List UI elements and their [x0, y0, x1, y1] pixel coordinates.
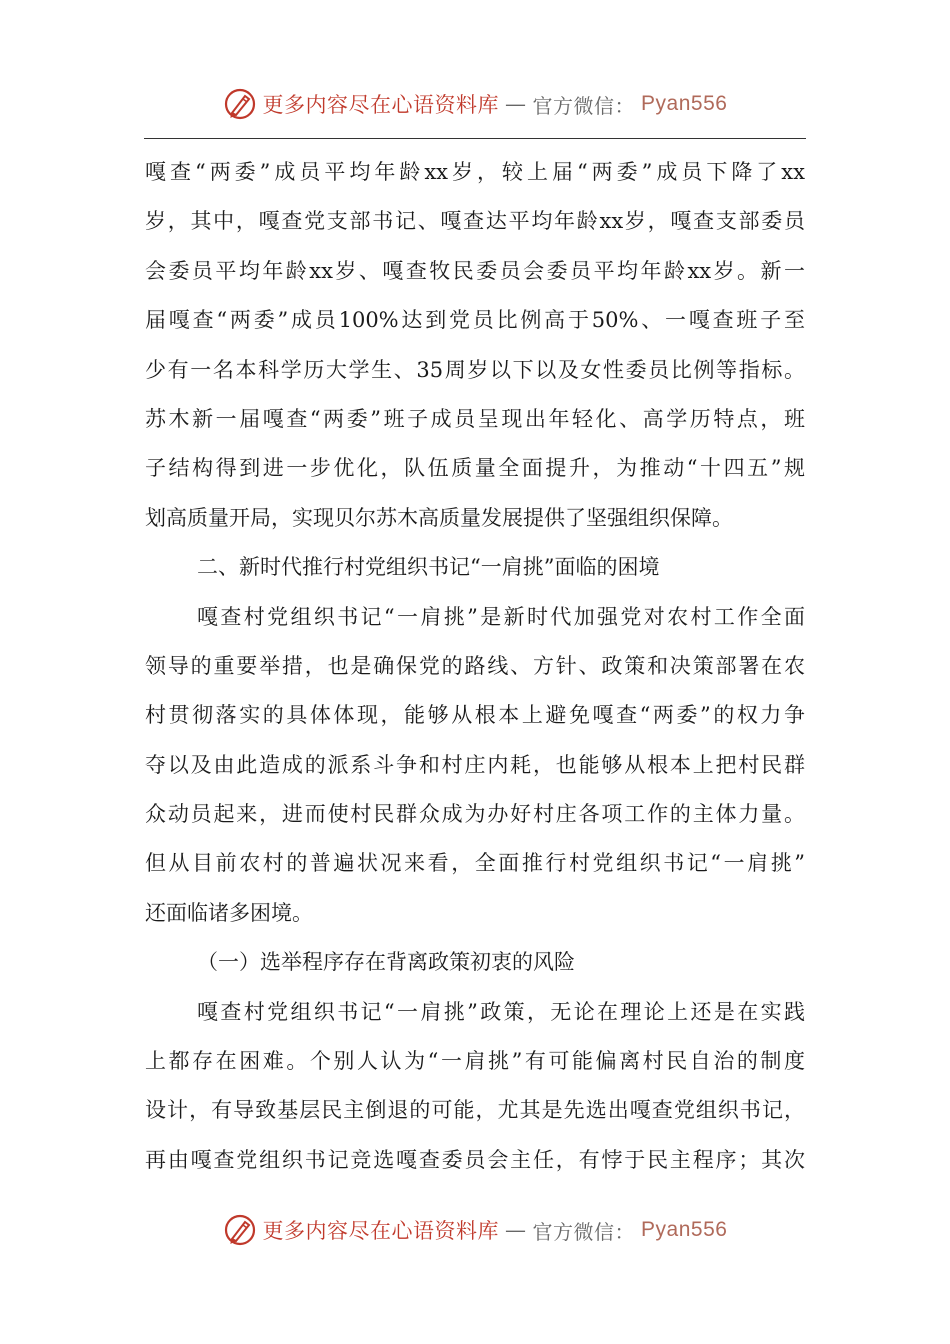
paragraph-line: 领导的重要举措，也是确保党的路线、方针、政策和决策部署在农: [145, 653, 805, 678]
banner-slogan: 更多内容尽在心语资料库: [262, 1219, 500, 1243]
subsection-heading: （一）选举程序存在背离政策初衷的风险: [197, 950, 575, 975]
paragraph-line: 夺以及由此造成的派系斗争和村庄内耗，也能够从根本上把村民群: [145, 752, 805, 777]
paragraph-line: 还面临诸多困境。: [145, 900, 313, 925]
paragraph-line: 会委员平均年龄xx岁、嘎查牧民委员会委员平均年龄xx岁。新一: [145, 258, 805, 283]
paragraph-line: 岁，其中，嘎查党支部书记、嘎查达平均年龄xx岁，嘎查支部委员: [145, 209, 805, 234]
paragraph-line: 设计，有导致基层民主倒退的可能，尤其是先选出嘎查党组织书记，: [145, 1098, 805, 1123]
banner-wechat-id: Pyan556: [641, 1218, 728, 1241]
banner-dash: —: [505, 1218, 527, 1242]
paragraph-line: 少有一名本科学历大学生、35周岁以下以及女性委员比例等指标。: [145, 357, 805, 382]
banner-wechat-id: Pyan556: [641, 92, 728, 115]
banner-wechat-label: 官方微信：: [532, 93, 636, 118]
banner-slogan: 更多内容尽在心语资料库: [262, 93, 500, 117]
pen-logo-icon: [223, 87, 257, 121]
document-body: [145, 148, 805, 1185]
footer-banner: [0, 1210, 950, 1250]
paragraph-line: 嘎查村党组织书记“一肩挑”是新时代加强党对农村工作全面: [197, 604, 805, 629]
paragraph-line: 再由嘎查党组织书记竞选嘎查委员会主任，有悖于民主程序；其次: [145, 1147, 805, 1172]
paragraph-line: 但从目前农村的普遍状况来看，全面推行村党组织书记“一肩挑”: [145, 851, 805, 876]
paragraph-line: 划高质量开局，实现贝尔苏木高质量发展提供了坚强组织保障。: [145, 505, 733, 530]
pen-logo-icon: [223, 1213, 257, 1247]
paragraph-line: 届嘎查“两委”成员100%达到党员比例高于50%、一嘎查班子至: [145, 308, 805, 333]
paragraph-line: 众动员起来，进而使村民群众成为办好村庄各项工作的主体力量。: [145, 802, 805, 827]
banner-dash: —: [505, 92, 527, 116]
paragraph-line: 嘎查村党组织书记“一肩挑”政策，无论在理论上还是在实践: [197, 999, 805, 1024]
paragraph-line: 嘎查“两委”成员平均年龄xx岁，较上届“两委”成员下降了xx: [145, 160, 805, 184]
header-divider: [144, 138, 806, 139]
header-banner: [0, 84, 950, 124]
paragraph-line: 子结构得到进一步优化，队伍质量全面提升，为推动“十四五”规: [145, 456, 805, 481]
banner-wechat-label: 官方微信：: [532, 1219, 636, 1244]
paragraph-line: 村贯彻落实的具体体现，能够从根本上避免嘎查“两委”的权力争: [145, 703, 805, 728]
paragraph-line: 苏木新一届嘎查“两委”班子成员呈现出年轻化、高学历特点，班: [145, 406, 805, 431]
paragraph-line: 上都存在困难。个别人认为“一肩挑”有可能偏离村民自治的制度: [145, 1049, 805, 1074]
section-heading: 二、新时代推行村党组织书记“一肩挑”面临的困境: [197, 555, 660, 580]
